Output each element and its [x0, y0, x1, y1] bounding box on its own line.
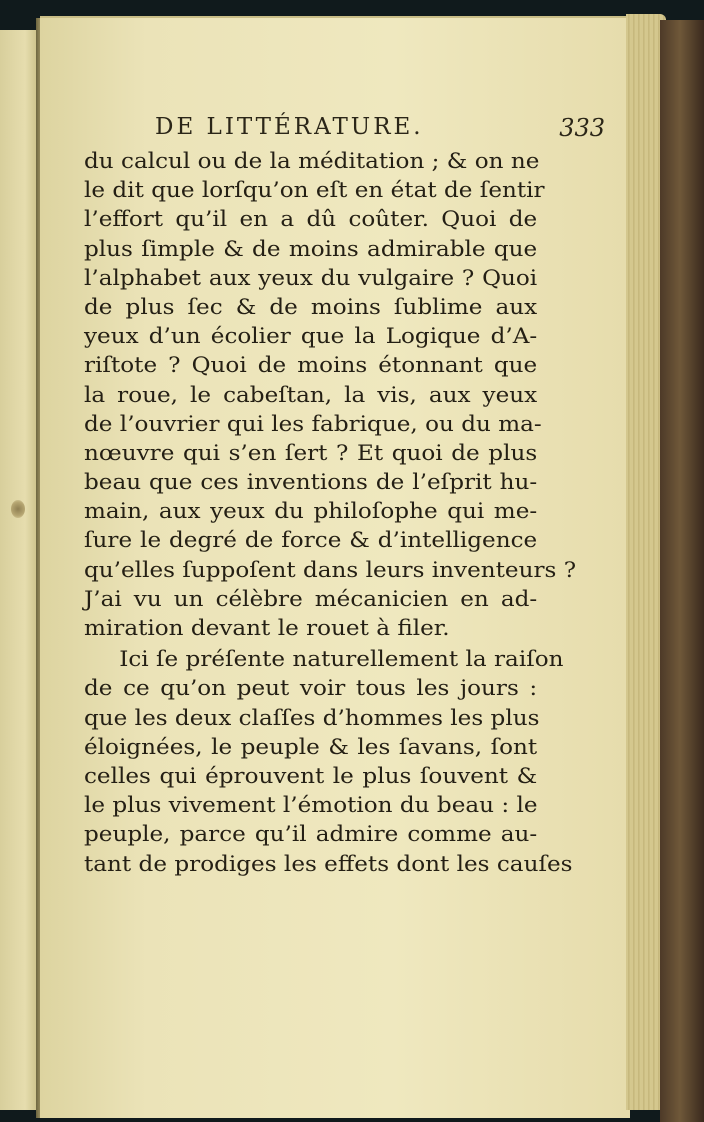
- text-line: peuple, parce qu’il admire comme au-: [84, 822, 538, 847]
- text-line: qu’elles ſuppoſent dans leurs inventeurs ?: [84, 557, 577, 582]
- text-line: yeux d’un écolier que la Logique d’A-: [84, 324, 538, 349]
- text-line: de l’ouvrier qui les fabrique, ou du ma-: [84, 411, 542, 436]
- book-binding: [660, 20, 704, 1122]
- left-page-edge: [0, 30, 37, 1110]
- text-line: riſtote ? Quoi de moins étonnant que: [84, 353, 538, 378]
- text-line: la roue, le cabeſtan, la vis, aux yeux: [84, 382, 538, 407]
- text-line: éloignées, le peuple & les ſavans, ſont: [84, 734, 538, 759]
- text-line: de ce qu’on peut voir tous les jours :: [84, 676, 538, 701]
- text-line: de plus ſec & de moins ſublime aux: [84, 294, 538, 319]
- page-stain: [11, 500, 25, 518]
- text-line: le plus vivement l’émotion du beau : le: [84, 793, 538, 818]
- text-line: celles qui éprouvent le plus ſouvent &: [84, 763, 538, 788]
- text-line: Ici ſe préſente naturellement la raiſon: [119, 647, 564, 672]
- paragraph-2: [84, 645, 573, 879]
- body-text: [84, 147, 577, 879]
- text-line: nœuvre qui s’en ſert ? Et quoi de plus: [84, 440, 538, 465]
- page-number: 333: [559, 114, 605, 142]
- text-line: l’alphabet aux yeux du vulgaire ? Quoi: [84, 265, 538, 290]
- text-line: tant de prodiges les effets dont les cauſes: [84, 851, 573, 876]
- text-line: le dit que lorſqu’on eſt en état de ſentir: [84, 178, 545, 203]
- text-line: J’ai vu un célèbre mécanicien en ad-: [84, 586, 538, 611]
- running-head: [155, 114, 605, 144]
- text-line: l’effort qu’il en a dû coûter. Quoi de: [84, 207, 538, 232]
- text-line: que les deux claſſes d’hommes les plus: [84, 705, 540, 730]
- text-line: du calcul ou de la méditation ; & on ne: [84, 149, 540, 173]
- running-head-title: DE LITTÉRATURE.: [155, 114, 424, 140]
- paragraph-1: [84, 147, 577, 643]
- text-line: main, aux yeux du philoſophe qui me-: [84, 499, 538, 524]
- text-line: beau que ces inventions de l’eſprit hu-: [84, 470, 538, 495]
- text-line: plus ſimple & de moins admirable que: [84, 236, 538, 261]
- text-line: ſure le degré de force & d’intelligence: [84, 528, 538, 553]
- text-line: miration devant le rouet à filer.: [84, 616, 450, 640]
